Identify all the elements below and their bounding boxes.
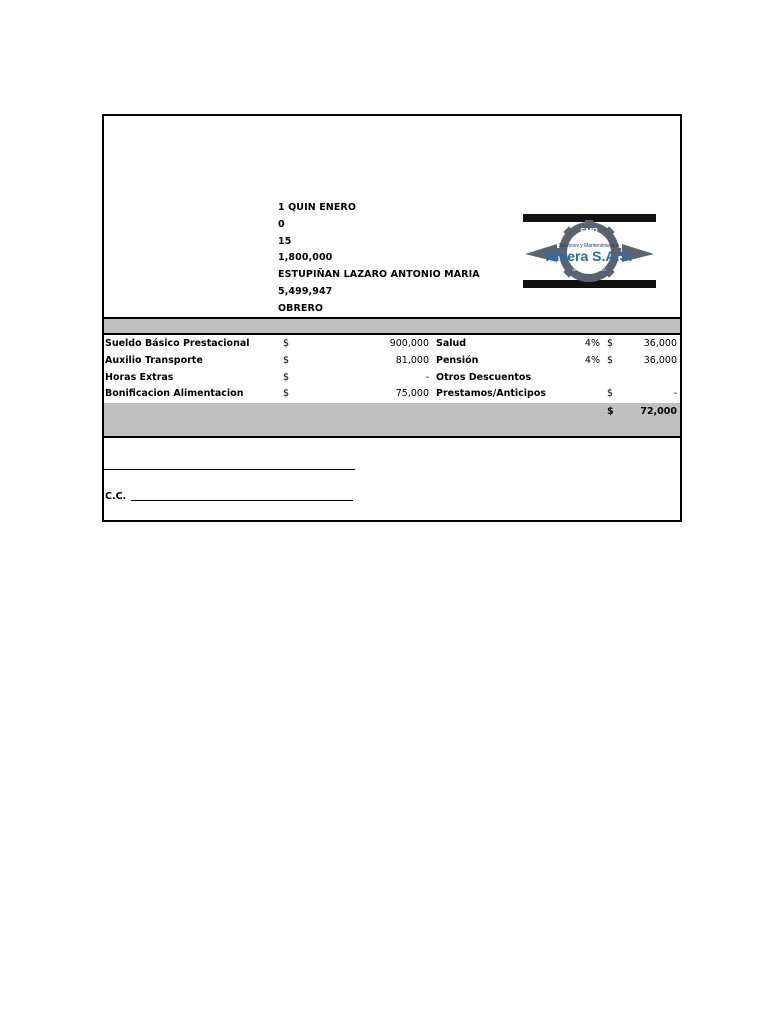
divider xyxy=(104,333,680,335)
earning-amount: - xyxy=(425,372,429,383)
deduction-currency: $ xyxy=(607,355,614,366)
earning-label: Sueldo Básico Prestacional xyxy=(105,338,250,349)
border-tick xyxy=(680,300,682,317)
employee-id: 5,499,947 xyxy=(278,286,333,297)
earning-amount: 75,000 xyxy=(395,388,429,399)
period-label: 1 QUIN ENERO xyxy=(278,202,357,213)
logo-brand: Rivera S.A.S. xyxy=(545,248,633,264)
total-deductions: 72,000 xyxy=(640,406,677,417)
svg-text:NIT 900.000.000-0: NIT 900.000.000-0 xyxy=(572,267,606,272)
totals-band xyxy=(104,403,680,436)
deduction-amount: 36,000 xyxy=(643,338,677,349)
deduction-percent: 4% xyxy=(584,338,600,349)
svg-text:SMR: SMR xyxy=(580,227,598,236)
earning-label: Horas Extras xyxy=(105,372,174,383)
earning-label: Auxilio Transporte xyxy=(105,355,203,366)
earning-currency: $ xyxy=(283,338,290,349)
deduction-label: Prestamos/Anticipos xyxy=(436,388,547,399)
header-value-2: 0 xyxy=(278,219,285,230)
earning-amount: 81,000 xyxy=(395,355,429,366)
deduction-currency: $ xyxy=(607,338,614,349)
cc-line xyxy=(131,500,353,501)
deduction-percent: 4% xyxy=(584,355,600,366)
deduction-amount: - xyxy=(673,388,677,399)
base-salary: 1,800,000 xyxy=(278,252,333,263)
payslip-sheet xyxy=(102,114,682,522)
days-worked: 15 xyxy=(278,236,292,247)
section-band xyxy=(104,319,680,333)
divider xyxy=(104,436,680,438)
cc-label: C.C. xyxy=(105,491,127,502)
deduction-currency: $ xyxy=(607,388,614,399)
signature-line xyxy=(104,469,355,470)
earning-currency: $ xyxy=(283,355,290,366)
employee-name: ESTUPIÑAN LAZARO ANTONIO MARIA xyxy=(278,269,480,280)
earning-currency: $ xyxy=(283,372,290,383)
earning-amount: 900,000 xyxy=(389,338,429,349)
company-logo xyxy=(523,214,656,290)
deduction-label: Salud xyxy=(436,338,467,349)
earning-currency: $ xyxy=(283,388,290,399)
total-currency: $ xyxy=(607,406,614,417)
deduction-label: Otros Descuentos xyxy=(436,372,532,383)
employee-position: OBRERO xyxy=(278,303,324,314)
deduction-label: Pensión xyxy=(436,355,479,366)
deduction-amount: 36,000 xyxy=(643,355,677,366)
svg-text:Servicios y Mantenimientos: Servicios y Mantenimientos xyxy=(558,243,620,249)
earning-label: Bonificacion Alimentacion xyxy=(105,388,244,399)
